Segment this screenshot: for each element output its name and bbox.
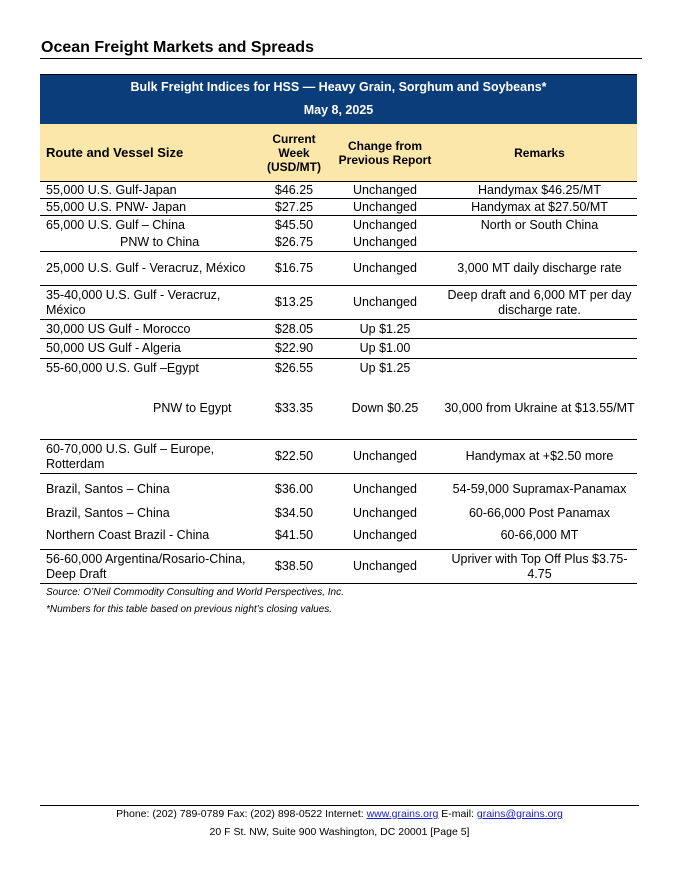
route-cell: 55,000 U.S. Gulf-Japan	[46, 182, 177, 197]
route-cell: Brazil, Santos – China	[46, 506, 170, 520]
price-cell: $38.50	[274, 559, 314, 573]
section-title: Ocean Freight Markets and Spreads	[41, 39, 314, 56]
change-cell: Unchanged	[353, 217, 417, 232]
remarks-cell: 3,000 MT daily discharge rate	[457, 261, 622, 275]
route-cell: 30,000 US Gulf - Morocco	[46, 321, 191, 336]
table-row	[40, 359, 637, 377]
price-cell: $36.00	[274, 482, 314, 496]
change-cell: Unchanged	[353, 295, 417, 309]
price-cell: $28.05	[274, 321, 314, 336]
remarks-cell: Deep draft and 6,000 MT per day discharge rate.	[447, 287, 632, 317]
email-link[interactable]: grains@grains.org	[476, 808, 563, 820]
remarks-cell: Upriver with Top Off Plus $3.75-4.75	[451, 551, 628, 581]
route-cell: 56-60,000 Argentina/Rosario-China, Deep Draft	[46, 551, 246, 581]
email-label: E-mail:	[438, 808, 477, 820]
price-cell: $22.50	[274, 449, 314, 463]
price-cell: $22.90	[274, 341, 314, 355]
route-cell: 55,000 U.S. PNW- Japan	[46, 199, 187, 214]
table-row	[40, 339, 637, 359]
change-cell: Up $1.25	[359, 321, 411, 336]
table-row	[40, 377, 637, 440]
remarks-cell: 54-59,000 Supramax-Panamax	[452, 482, 627, 496]
price-cell: $26.75	[274, 235, 314, 249]
remarks-cell: North or South China	[480, 217, 599, 232]
change-cell: Unchanged	[353, 506, 417, 520]
change-cell: Unchanged	[353, 235, 417, 249]
route-cell: 65,000 U.S. Gulf – China	[46, 217, 185, 232]
route-cell: PNW to China	[120, 235, 200, 249]
route-cell: PNW to Egypt	[153, 400, 232, 415]
price-cell: $13.25	[274, 295, 314, 309]
change-cell: Up $1.00	[359, 341, 411, 355]
price-cell: $16.75	[274, 261, 314, 275]
remarks-cell	[442, 320, 637, 338]
freight-table	[40, 74, 637, 615]
price-cell: $34.50	[274, 506, 314, 520]
price-cell: $45.50	[274, 217, 314, 232]
remarks-cell: Handymax at +$2.50 more	[465, 449, 614, 463]
header-route: Route and Vessel Size	[46, 145, 184, 160]
change-cell: Unchanged	[353, 261, 417, 275]
table-body	[40, 182, 637, 584]
route-cell: 25,000 U.S. Gulf - Veracruz, México	[46, 261, 246, 275]
header-change: Change from Previous Report	[338, 138, 432, 167]
table-row	[40, 252, 637, 286]
change-cell: Unchanged	[353, 482, 417, 496]
table-row	[40, 286, 637, 320]
phone-fax: Phone: (202) 789-0789 Fax: (202) 898-0522 Internet:	[116, 808, 367, 820]
price-cell: $41.50	[274, 528, 314, 542]
table-title: Bulk Freight Indices for HSS — Heavy Grain, Sorghum and Soybeans*	[130, 80, 547, 94]
route-cell: 50,000 US Gulf - Algeria	[46, 341, 181, 355]
remarks-cell: Handymax at $27.50/MT	[471, 199, 608, 214]
change-cell: Up $1.25	[359, 360, 411, 375]
table-row	[40, 474, 637, 505]
table-date: May 8, 2025	[303, 103, 374, 117]
remarks-cell: 60-66,000 MT	[500, 528, 579, 542]
header-remarks: Remarks	[514, 145, 565, 160]
change-cell: Unchanged	[353, 449, 417, 463]
route-cell: Brazil, Santos – China	[46, 482, 170, 496]
table-row	[40, 216, 637, 234]
table-row	[40, 440, 637, 474]
remarks-cell	[442, 234, 637, 251]
route-cell: Northern Coast Brazil - China	[46, 528, 210, 542]
price-cell: $26.55	[274, 360, 314, 375]
remarks-cell: Handymax $46.25/MT	[478, 182, 601, 197]
source-note: Source: O’Neil Commodity Consulting and World Perspectives, Inc.	[46, 587, 344, 598]
remarks-cell: 60-66,000 Post Panamax	[468, 506, 611, 520]
change-cell: Unchanged	[353, 559, 417, 573]
change-cell: Unchanged	[353, 182, 417, 197]
footer-contact	[40, 808, 639, 820]
remarks-cell	[442, 359, 637, 377]
remarks-cell: 30,000 from Ukraine at $13.55/MT	[444, 400, 635, 415]
price-cell: $46.25	[274, 182, 314, 197]
change-cell: Unchanged	[353, 528, 417, 542]
footer-divider	[40, 805, 639, 806]
header-price: Current Week (USD/MT)	[267, 131, 321, 174]
table-row	[40, 320, 637, 339]
table-row	[40, 182, 637, 199]
price-cell: $33.35	[274, 400, 314, 415]
route-cell: 35-40,000 U.S. Gulf - Veracruz, México	[46, 287, 221, 317]
table-row	[40, 550, 637, 584]
table-row	[40, 234, 637, 252]
table-row	[40, 522, 637, 550]
remarks-cell	[442, 339, 637, 358]
route-cell: 55-60,000 U.S. Gulf –Egypt	[46, 360, 199, 375]
table-banner	[40, 74, 637, 124]
route-cell: 60-70,000 U.S. Gulf – Europe, Rotterdam	[46, 441, 215, 471]
title-divider	[40, 58, 642, 59]
change-cell: Unchanged	[353, 199, 417, 214]
footnote: *Numbers for this table based on previous night’s closing values.	[46, 604, 333, 615]
website-link[interactable]: www.grains.org	[366, 808, 439, 820]
footer-address: 20 F St. NW, Suite 900 Washington, DC 20001 [Page 5]	[209, 826, 470, 838]
price-cell: $27.25	[274, 199, 314, 214]
column-headers	[40, 124, 637, 182]
change-cell: Down $0.25	[351, 400, 419, 415]
table-row	[40, 199, 637, 216]
table-row	[40, 505, 637, 522]
